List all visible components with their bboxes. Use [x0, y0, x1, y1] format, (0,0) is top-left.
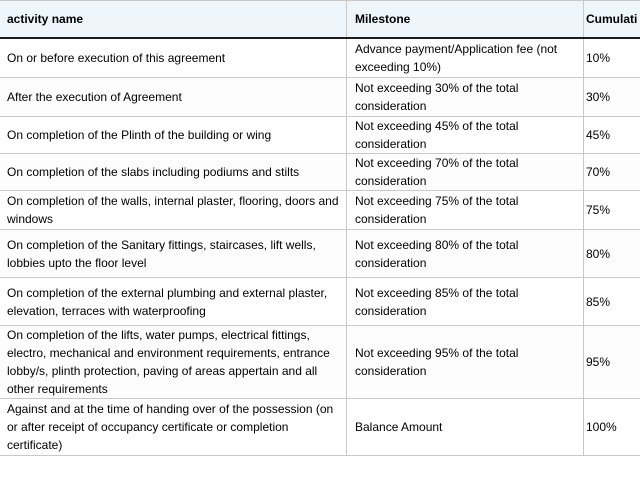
cumulative-cell[interactable]: 80%	[584, 230, 640, 278]
cumulative-cell[interactable]: 10%	[584, 38, 640, 78]
cumulative-cell[interactable]: 45%	[584, 117, 640, 154]
milestone-cell[interactable]: Not exceeding 85% of the total consideration	[347, 278, 584, 326]
activity-cell[interactable]: Against and at the time of handing over of the possession (on or after receipt of occupancy certificate or completion certificate)	[0, 399, 347, 456]
cumulative-cell[interactable]: 75%	[584, 191, 640, 230]
table-row	[0, 38, 640, 78]
activity-cell[interactable]: On completion of the external plumbing and external plaster, elevation, terraces with waterproofing	[0, 278, 347, 326]
table-row	[0, 399, 640, 456]
table-row	[0, 191, 640, 230]
milestone-cell[interactable]: Not exceeding 70% of the total consideration	[347, 154, 584, 191]
table-row	[0, 78, 640, 117]
cumulative-cell[interactable]: 85%	[584, 278, 640, 326]
milestone-header[interactable]: Milestone	[347, 1, 584, 39]
milestone-cell[interactable]: Not exceeding 80% of the total consideration	[347, 230, 584, 278]
cumulative-cell[interactable]: 100%	[584, 399, 640, 456]
cumulative-header[interactable]: Cumulati	[584, 1, 640, 39]
cumulative-cell[interactable]: 30%	[584, 78, 640, 117]
activity-cell[interactable]: On completion of the slabs including podiums and stilts	[0, 154, 347, 191]
table-row	[0, 154, 640, 191]
table-row	[0, 230, 640, 278]
table-row	[0, 278, 640, 326]
cumulative-cell[interactable]: 70%	[584, 154, 640, 191]
table-header	[0, 1, 640, 39]
milestone-cell[interactable]: Balance Amount	[347, 399, 584, 456]
milestone-cell[interactable]: Not exceeding 75% of the total consideration	[347, 191, 584, 230]
activity-cell[interactable]: On completion of the Sanitary fittings, staircases, lift wells, lobbies upto the floor level	[0, 230, 347, 278]
activity-cell[interactable]: On or before execution of this agreement	[0, 38, 347, 78]
milestone-cell[interactable]: Not exceeding 45% of the total consideration	[347, 117, 584, 154]
activity-cell[interactable]: On completion of the Plinth of the building or wing	[0, 117, 347, 154]
activity-name-header[interactable]: activity name	[0, 1, 347, 39]
header-row	[0, 1, 640, 39]
milestone-cell[interactable]: Advance payment/Application fee (not exceeding 10%)	[347, 38, 584, 78]
milestone-cell[interactable]: Not exceeding 95% of the total consideration	[347, 326, 584, 399]
activity-cell[interactable]: On completion of the lifts, water pumps, electrical fittings, electro, mechanical and environment requirements, entrance lobby/s, plinth protection, paving of areas appertain and all other requirements	[0, 326, 347, 399]
cumulative-cell[interactable]: 95%	[584, 326, 640, 399]
table-row	[0, 326, 640, 399]
milestone-cell[interactable]: Not exceeding 30% of the total consideration	[347, 78, 584, 117]
table-row	[0, 117, 640, 154]
activity-cell[interactable]: After the execution of Agreement	[0, 78, 347, 117]
table-body	[0, 38, 640, 456]
activity-cell[interactable]: On completion of the walls, internal plaster, flooring, doors and windows	[0, 191, 347, 230]
